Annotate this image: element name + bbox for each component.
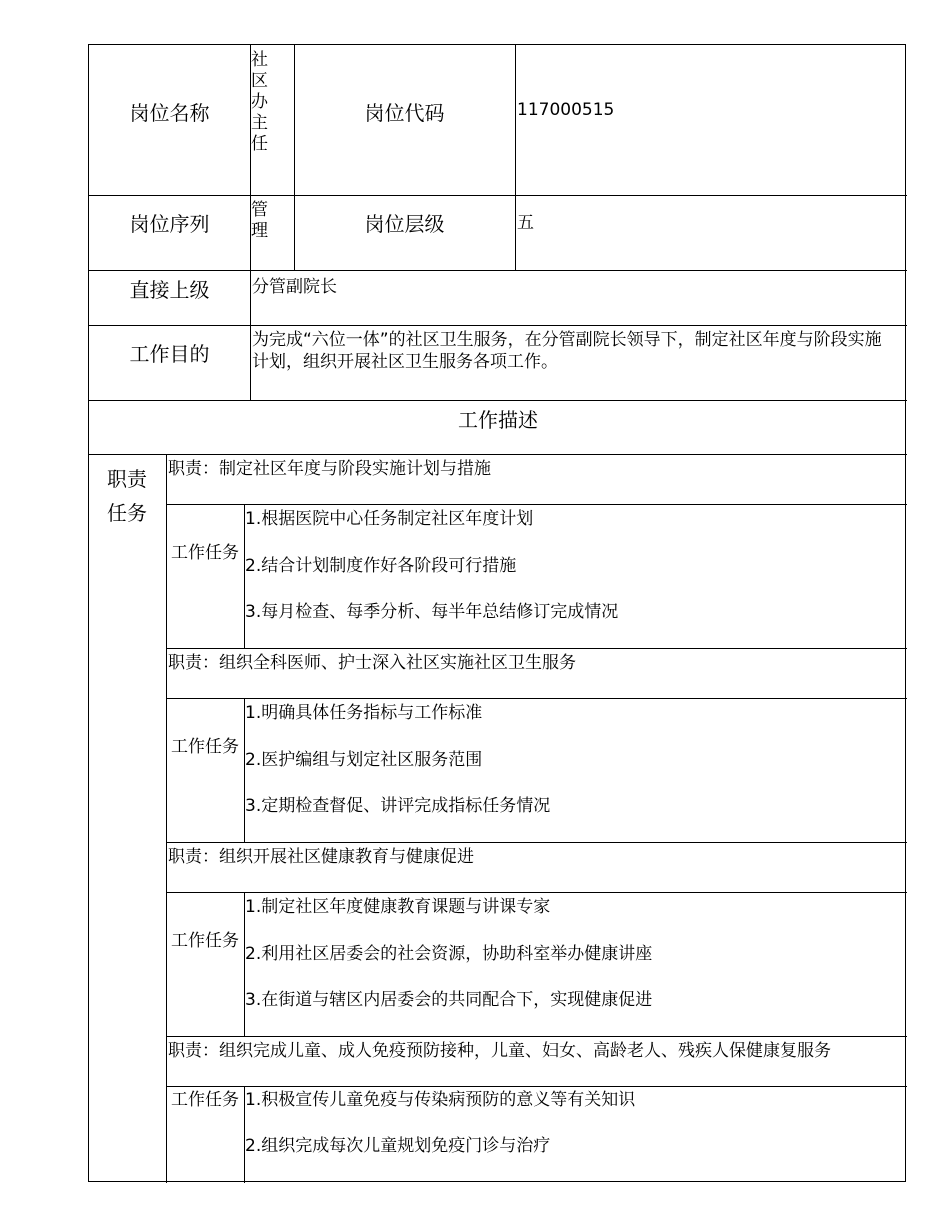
task-label: 工作任务 [171, 1090, 239, 1110]
task-item: 3.定期检查督促、讲评完成指标任务情况 [245, 796, 551, 816]
post-name-label: 岗位名称 [129, 100, 210, 125]
duty-divider [166, 842, 907, 843]
purpose-value: 为完成“六位一体”的社区卫生服务，在分管副院长领导下，制定社区年度与阶段实施计划，组织开展社区卫生服务各项工作。 [252, 330, 882, 372]
sequence-value: 管理 [251, 200, 268, 241]
task-item: 1.积极宣传儿童免疫与传染病预防的意义等有关知识 [245, 1090, 636, 1110]
col-divider [166, 454, 167, 1183]
sequence-label: 岗位序列 [129, 211, 210, 236]
duty-title: 职责：组织全科医师、护士深入社区实施社区卫生服务 [168, 653, 576, 673]
task-label: 工作任务 [171, 543, 239, 563]
task-item: 3.在街道与辖区内居委会的共同配合下，实现健康促进 [245, 990, 653, 1010]
post-code-value: 117000515 [517, 100, 615, 120]
task-label: 工作任务 [171, 737, 239, 757]
task-item: 1.明确具体任务指标与工作标准 [245, 703, 483, 723]
task-item: 2.利用社区居委会的社会资源，协助科室举办健康讲座 [245, 944, 653, 964]
duty-title: 职责：组织完成儿童、成人免疫预防接种，儿童、妇女、高龄老人、残疾人保健康复服务 [168, 1041, 831, 1061]
duty-divider [166, 648, 907, 649]
duty-title: 职责：组织开展社区健康教育与健康促进 [168, 847, 474, 867]
level-label: 岗位层级 [364, 211, 445, 236]
task-item: 3.每月检查、每季分析、每半年总结修订完成情况 [245, 602, 619, 622]
purpose-label: 工作目的 [129, 341, 210, 366]
task-item: 2.医护编组与划定社区服务范围 [245, 750, 483, 770]
superior-value: 分管副院长 [252, 277, 337, 297]
post-code-label: 岗位代码 [364, 100, 445, 125]
task-item: 1.根据医院中心任务制定社区年度计划 [245, 509, 534, 529]
col-divider [515, 45, 516, 270]
row-divider [89, 270, 907, 271]
row-divider [89, 454, 907, 455]
task-label: 工作任务 [171, 931, 239, 951]
level-value: 五 [517, 213, 534, 233]
superior-label: 直接上级 [129, 277, 210, 302]
duty-divider [166, 1036, 907, 1037]
row-divider [89, 325, 907, 326]
description-title: 工作描述 [458, 407, 538, 432]
duty-divider [166, 1086, 907, 1087]
duty-divider [166, 698, 907, 699]
task-item: 2.组织完成每次儿童规划免疫门诊与治疗 [245, 1136, 551, 1156]
task-item: 2.结合计划制度作好各阶段可行措施 [245, 556, 517, 576]
job-description-table [88, 44, 906, 1182]
duty-divider [166, 892, 907, 893]
duties-label: 职责任务 [107, 467, 147, 525]
post-name-value: 社区办主任 [251, 50, 268, 154]
duty-title: 职责：制定社区年度与阶段实施计划与措施 [168, 459, 491, 479]
duty-divider [166, 504, 907, 505]
task-item: 1.制定社区年度健康教育课题与讲课专家 [245, 897, 551, 917]
